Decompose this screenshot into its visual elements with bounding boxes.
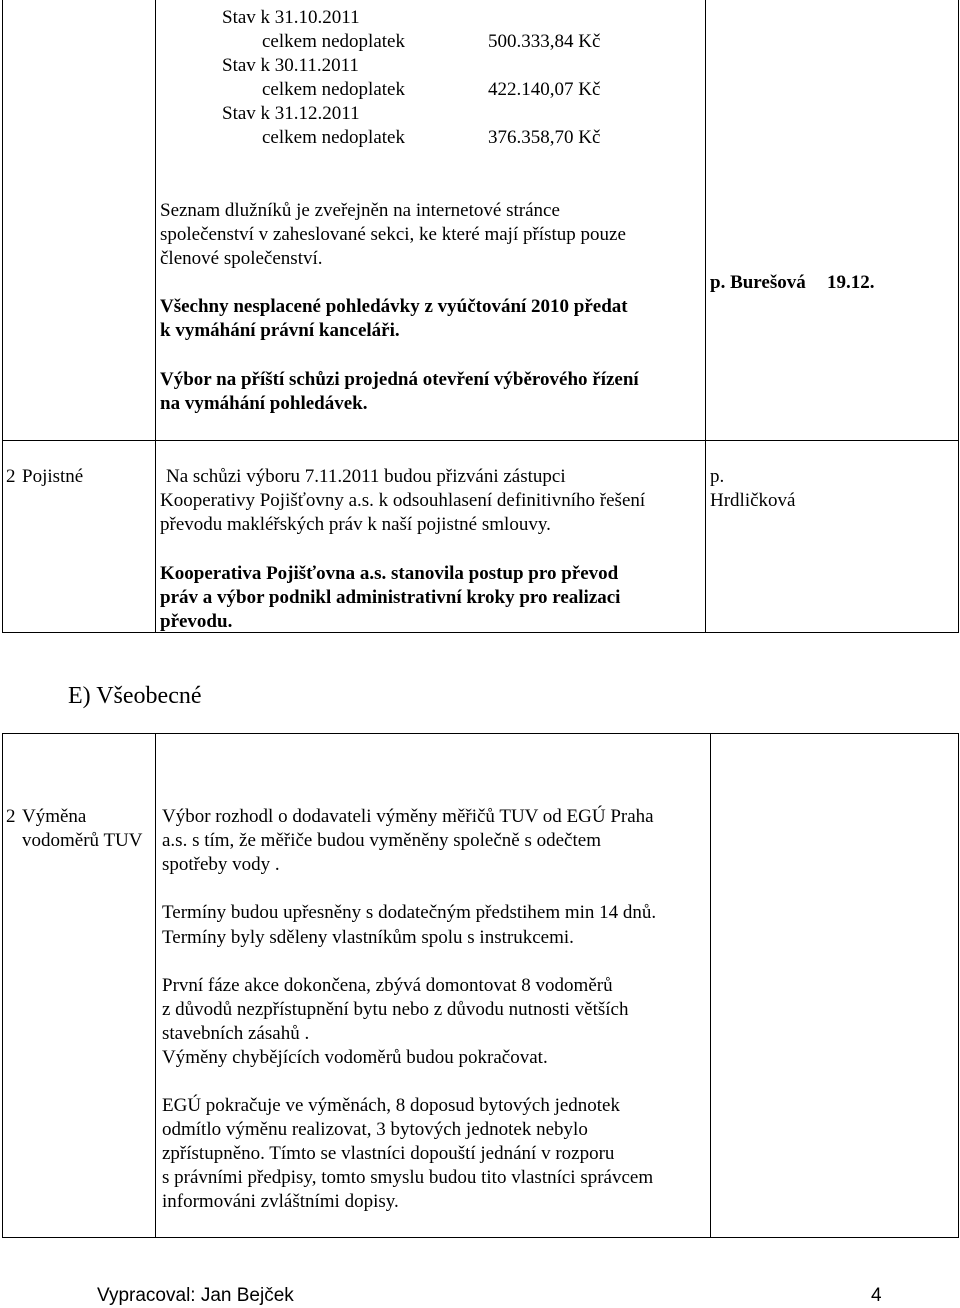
balance-label-3: Stav k 31.12.2011 bbox=[222, 103, 360, 124]
table1-right-border bbox=[958, 0, 959, 633]
meters-p4-5: informováni zvláštními dopisy. bbox=[162, 1191, 399, 1212]
balance-sub-3: celkem nedoplatek bbox=[262, 127, 405, 148]
insurance-line-3: převodu makléřských práv k naší pojistné smlouvy. bbox=[160, 514, 551, 535]
meters-p3-3: stavebních zásahů . bbox=[162, 1023, 310, 1044]
table2-col1-border bbox=[155, 733, 156, 1238]
insurance-responsible-1: p. bbox=[710, 466, 725, 487]
balance-label-2: Stav k 30.11.2011 bbox=[222, 55, 359, 76]
insurance-line-1: Na schůzi výboru 7.11.2011 budou přizváni zástupci bbox=[166, 466, 566, 487]
meters-p3-1: První fáze akce dokončena, zbývá domontovat 8 vodoměrů bbox=[162, 975, 613, 996]
section-e-title: E) Všeobecné bbox=[68, 683, 202, 709]
insurance-responsible-2: Hrdličková bbox=[710, 490, 796, 511]
table1-left-border bbox=[2, 0, 3, 633]
balance-amount-1: 500.333,84 Kč bbox=[488, 31, 601, 52]
balance-label-1: Stav k 31.10.2011 bbox=[222, 7, 360, 28]
meters-p1-1: Výbor rozhodl o dodavateli výměny měřičů TUV od EGÚ Praha bbox=[162, 806, 654, 827]
debtors-line-1: Seznam dlužníků je zveřejněn na internetové stránce bbox=[160, 200, 560, 221]
table2-col2-border bbox=[710, 733, 711, 1238]
debtors-bold-1: Všechny nesplacené pohledávky z vyúčtování 2010 předat bbox=[160, 296, 628, 317]
meters-p2-1: Termíny budou upřesněny s dodatečným předstihem min 14 dnů. bbox=[162, 902, 657, 923]
table2-top-border bbox=[2, 733, 959, 734]
committee-line-1: Výbor na příští schůzi projedná otevření výběrového řízení bbox=[160, 369, 639, 390]
insurance-topic: Pojistné bbox=[22, 466, 84, 487]
insurance-num: 2 bbox=[6, 466, 16, 487]
meters-topic-1: Výměna bbox=[22, 806, 87, 827]
debtors-line-2: společenství v zaheslované sekci, ke které mají přístup pouze bbox=[160, 224, 626, 245]
table1-col1-border bbox=[155, 0, 156, 633]
meters-p4-1: EGÚ pokračuje ve výměnách, 8 doposud bytových jednotek bbox=[162, 1095, 620, 1116]
insurance-bold-1: Kooperativa Pojišťovna a.s. stanovila postup pro převod bbox=[160, 563, 619, 584]
balance-amount-3: 376.358,70 Kč bbox=[488, 127, 601, 148]
footer-author: Vypracoval: Jan Bejček bbox=[97, 1285, 294, 1306]
table1-bottom-border bbox=[2, 632, 959, 633]
committee-line-2: na vymáhání pohledávek. bbox=[160, 393, 368, 414]
meters-p4-4: s právními předpisy, tomto smyslu budou tito vlastníci správcem bbox=[162, 1167, 654, 1188]
meters-p2-2: Termíny byly sděleny vlastníkům spolu s instrukcemi. bbox=[162, 927, 574, 948]
debtors-line-3: členové společenství. bbox=[160, 248, 323, 269]
meters-p1-3: spotřeby vody . bbox=[162, 854, 280, 875]
table1-col2-border bbox=[705, 0, 706, 633]
meters-p4-2: odmítlo výměnu realizovat, 3 bytových jednotek nebylo bbox=[162, 1119, 588, 1140]
debtors-responsible: p. Burešová bbox=[710, 272, 806, 293]
table1-row-divider bbox=[2, 440, 959, 441]
table2-bottom-border bbox=[2, 1237, 959, 1238]
debtors-date: 19.12. bbox=[827, 272, 875, 293]
debtors-bold-2: k vymáhání právní kanceláři. bbox=[160, 320, 400, 341]
meters-p1-2: a.s. s tím, že měřiče budou vyměněny společně s odečtem bbox=[162, 830, 601, 851]
table2-right-border bbox=[958, 733, 959, 1238]
balance-sub-1: celkem nedoplatek bbox=[262, 31, 405, 52]
table2-left-border bbox=[2, 733, 3, 1238]
balance-sub-2: celkem nedoplatek bbox=[262, 79, 405, 100]
meters-p4-3: zpřístupněno. Tímto se vlastníci dopouští jednání v rozporu bbox=[162, 1143, 615, 1164]
meters-p3-4: Výměny chybějících vodoměrů budou pokračovat. bbox=[162, 1047, 548, 1068]
insurance-line-2: Kooperativy Pojišťovny a.s. k odsouhlasení definitivního řešení bbox=[160, 490, 646, 511]
balance-amount-2: 422.140,07 Kč bbox=[488, 79, 601, 100]
meters-topic-2: vodoměrů TUV bbox=[22, 830, 143, 851]
meters-num: 2 bbox=[6, 806, 16, 827]
meters-p3-2: z důvodů nezpřístupnění bytu nebo z důvodu nutnosti větších bbox=[162, 999, 629, 1020]
footer-page-number: 4 bbox=[871, 1285, 882, 1306]
insurance-bold-3: převodu. bbox=[160, 611, 233, 632]
insurance-bold-2: práv a výbor podnikl administrativní kroky pro realizaci bbox=[160, 587, 621, 608]
